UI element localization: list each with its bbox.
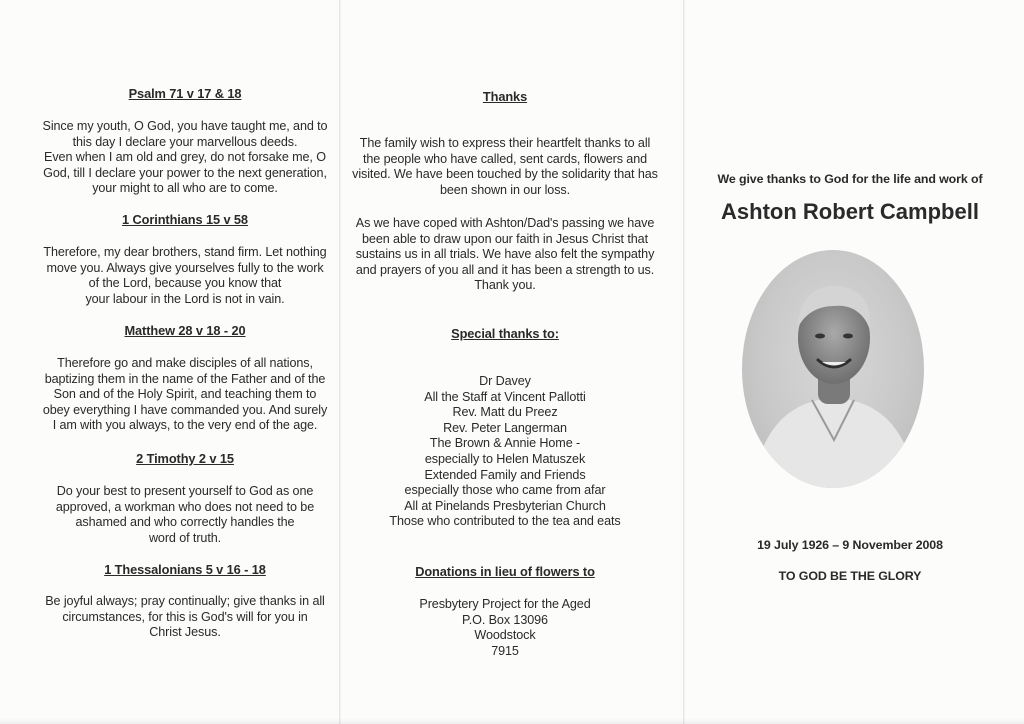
closing-line: TO GOD BE THE GLORY [778, 569, 922, 583]
thanks-heading: Thanks [482, 89, 528, 104]
bottom-edge-shadow [0, 718, 1024, 724]
portrait-figure-icon [742, 250, 924, 488]
scripture-panel [30, 0, 340, 724]
special-thanks-list: Dr Davey All the Staff at Vincent Pallotti Rev. Matt du Preez Rev. Peter Langerman The Brown & Annie Home - especially to Helen Matuszek Extended Family and Friends especially those who came from afar All at Pinelands Presbyterian Church Those who contributed to the tea and eats [389, 374, 621, 529]
scripture-text-psalm: Since my youth, O God, you have taught me, and to this day I declare your marvellous deeds. Even when I am old and grey, do not forsake me, O God, till I declare your power to the next generation, your might to all who are to come. [42, 119, 328, 196]
cover-tagline: We give thanks to God for the life and work of [717, 172, 983, 186]
fold-line-right [683, 0, 685, 724]
thanks-panel [350, 0, 660, 724]
donations-heading: Donations in lieu of flowers to [415, 564, 595, 579]
donations-address: Presbytery Project for the Aged P.O. Box 13096 Woodstock 7915 [419, 597, 591, 658]
scripture-heading-psalm: Psalm 71 v 17 & 18 [128, 86, 242, 101]
scripture-text-timothy: Do your best to present yourself to God as one approved, a workman who does not need to be ashamed and who correctly handles the word of truth. [55, 484, 315, 545]
scripture-text-corinthians: Therefore, my dear brothers, stand firm. Let nothing move you. Always give yourselves fully to the work of the Lord, because you know that your labour in the Lord is not in vain. [43, 245, 327, 306]
scripture-heading-timothy: 2 Timothy 2 v 15 [136, 451, 234, 466]
life-dates: 19 July 1926 – 9 November 2008 [757, 538, 943, 552]
scripture-heading-corinthians: 1 Corinthians 15 v 58 [122, 212, 248, 227]
deceased-name: Ashton Robert Campbell [721, 199, 979, 224]
scripture-heading-matthew: Matthew 28 v 18 - 20 [124, 323, 246, 338]
scripture-text-thessalonians: Be joyful always; pray continually; give thanks in all circumstances, for this is God's will for you in Christ Jesus. [45, 594, 325, 640]
scripture-heading-thessalonians: 1 Thessalonians 5 v 16 - 18 [104, 562, 266, 577]
special-thanks-heading: Special thanks to: [451, 326, 559, 341]
thanks-paragraph-2: As we have coped with Ashton/Dad's passing we have been able to draw upon our faith in Jesus Christ that sustains us in all trials. We have also felt the sympathy and prayers of you all and it has been a strength to us. Thank you. [355, 216, 655, 293]
scripture-text-matthew: Therefore go and make disciples of all nations, baptizing them in the name of the Father and of the Son and of the Holy Spirit, and teaching them to obey everything I have commanded you. And surely I am with you always, to the very end of the age. [42, 356, 328, 433]
portrait-photo [742, 250, 924, 488]
thanks-paragraph-1: The family wish to express their heartfelt thanks to all the people who have called, sent cards, flowers and visited. We have been touched by the solidarity that has been shown in our loss. [352, 136, 658, 197]
